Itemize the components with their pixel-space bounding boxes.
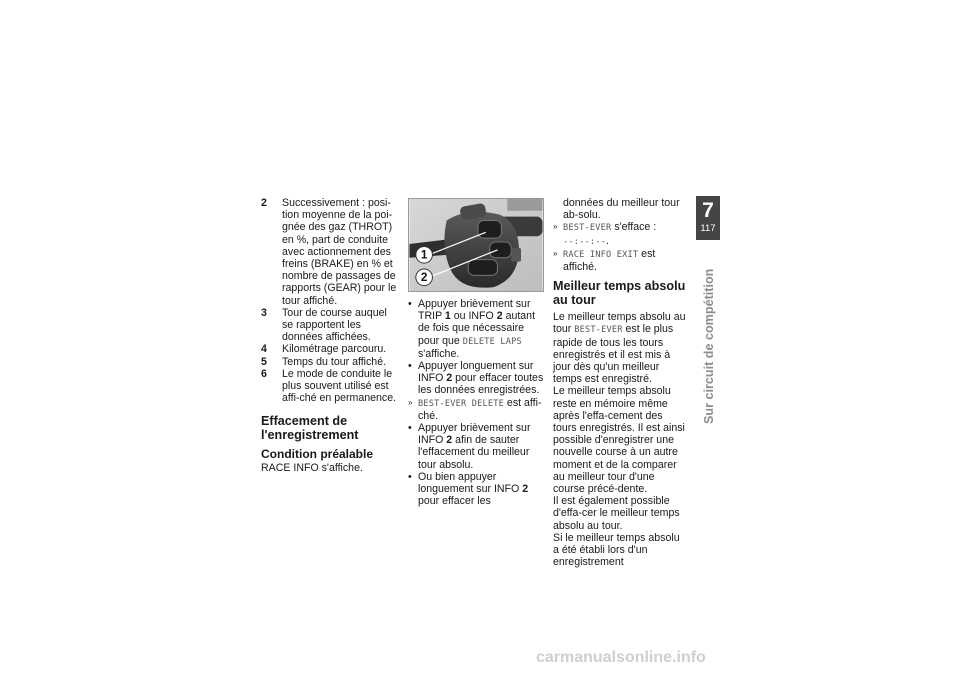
- paragraph: Si le meilleur temps absolu a été établi lors d'un enregistrement: [553, 531, 680, 569]
- legend-text: Kilométrage parcouru.: [282, 343, 387, 356]
- bullet-mark: •: [408, 298, 412, 310]
- legend-item: [261, 343, 397, 355]
- legend-text: Temps du tour affiché.: [282, 355, 387, 368]
- result-mark: »: [408, 397, 413, 407]
- bullet-step: [408, 298, 544, 360]
- step-text: Appuyer brièvement sur INFO 2 afin de sauter l'effacement du meilleur tour absolu.: [418, 422, 531, 471]
- legend-item: [261, 356, 397, 368]
- result-line: [553, 221, 687, 247]
- handlebar-switch-photo: [408, 198, 544, 292]
- paragraph: Il est également possible d'effa-cer le meilleur temps absolu au tour.: [553, 495, 680, 532]
- paragraph: Le meilleur temps absolu au tour BEST-EVER est le plus rapide de tous les tours enregistrés et il est mis à jour dès qu'un meilleur temps est enregistré.: [553, 311, 686, 386]
- result-line: [408, 397, 544, 422]
- column-right: [553, 197, 687, 568]
- callout-label: 1: [420, 248, 428, 262]
- continued-text: données du meilleur tour ab-solu.: [563, 197, 680, 222]
- legend-text: Successivement : posi-tion moyenne de la poi-gnée des gaz (THROT) en %, part de conduite avec actionnement des freins (BRAKE) en % et nombre de passages de rapports (GEAR) pour le tour affiché.: [282, 197, 397, 307]
- step-text: Appuyer longuement sur INFO 2 pour effacer toutes les données enregistrées.: [418, 360, 544, 397]
- condition-text: RACE INFO s'affiche.: [261, 462, 363, 475]
- legend-number: 5: [261, 355, 267, 368]
- legend-number: 3: [261, 306, 267, 319]
- legend-number: 2: [261, 197, 267, 209]
- result-text: BEST-EVER DELETE est affi-ché.: [418, 396, 542, 422]
- page-number: 117: [700, 223, 716, 234]
- bullet-mark: •: [408, 470, 412, 483]
- column-middle: [408, 198, 544, 507]
- legend-number: 4: [261, 343, 267, 356]
- bullet-step: [408, 471, 544, 508]
- switch-block: [511, 248, 521, 262]
- bullet-step: [408, 360, 544, 397]
- step-text: Appuyer brièvement sur TRIP 1 ou INFO 2 autant de fois que nécessaire pour que DELETE LAPS s'affiche.: [418, 298, 536, 360]
- switch-button: [478, 221, 501, 239]
- section-heading: Effacement de l'enregistrement: [261, 414, 359, 443]
- result-mark: »: [553, 222, 558, 232]
- section-heading: Meilleur temps absolu au tour: [553, 279, 686, 308]
- switch-button: [468, 260, 497, 276]
- chapter-number: 7: [702, 199, 714, 222]
- legend-text: Tour de course auquel se rapportent les données affichées.: [282, 306, 387, 344]
- paragraph: Le meilleur temps absolu reste en mémoire même après l'effa-cement des tours enregistrés. Il est ainsi possible d'enregistrer une nouvelle course à un autre moment et de la comparer au meilleur tour d'une course précé-dente.: [553, 385, 685, 496]
- result-line: [553, 248, 687, 273]
- legend-item: [261, 368, 397, 405]
- column-left: [261, 197, 397, 475]
- bullet-mark: •: [408, 422, 412, 435]
- step-text: Ou bien appuyer longuement sur INFO 2 pour effacer les: [418, 470, 529, 508]
- result-text: RACE INFO EXIT est affiché.: [563, 247, 656, 274]
- callout-label: 2: [420, 271, 428, 285]
- chapter-title: Sur circuit de compétition: [702, 268, 716, 424]
- result-mark: »: [553, 248, 558, 258]
- bullet-mark: •: [408, 360, 412, 373]
- result-text: BEST-EVER s'efface : --:--:--.: [563, 221, 657, 247]
- legend-number: 6: [261, 367, 267, 380]
- subsection-heading: Condition préalable: [261, 447, 374, 462]
- bullet-step: [408, 422, 544, 471]
- legend-text: Le mode de conduite le plus souvent utilisé est affi-ché en permanence.: [282, 367, 397, 405]
- legend-item: [261, 197, 397, 307]
- legend-item: [261, 307, 397, 344]
- watermark-text: carmanualsonline.info: [536, 649, 706, 666]
- switch-button: [490, 242, 512, 258]
- chapter-tab: [696, 196, 720, 240]
